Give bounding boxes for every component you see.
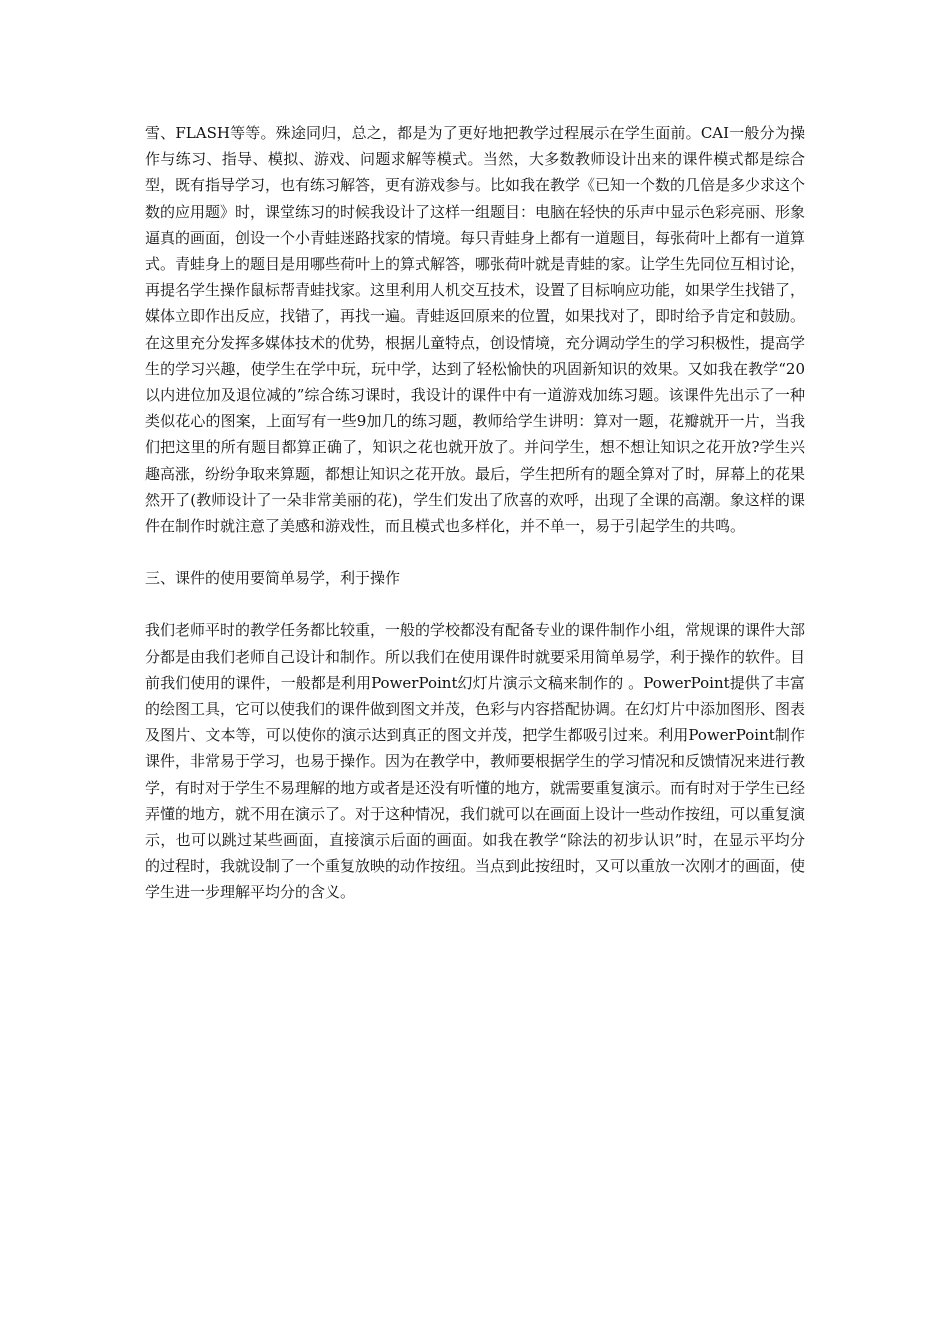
body-paragraph-1: 雪、FLASH等等。殊途同归，总之，都是为了更好地把教学过程展示在学生面前。CAI一般分为操作与练习、指导、模拟、游戏、问题求解等模式。当然，大多数教师设计出来的课件模式都是综合型，既有指导学习，也有练习解答，更有游戏参与。比如我在教学《已知一个数的几倍是多少求这个数的应用题》时，课堂练习的时候我设计了这样一组题目：电脑在轻快的乐声中显示色彩亮丽、形象逼真的画面，创设一个小青蛙迷路找家的情境。每只青蛙身上都有一道题目，每张荷叶上都有一道算式。青蛙身上的题目是用哪些荷叶上的算式解答，哪张荷叶就是青蛙的家。让学生先同位互相讨论，再提名学生操作鼠标帮青蛙找家。这里利用人机交互技术，设置了目标响应功能，如果学生找错了，媒体立即作出反应，找错了，再找一遍。青蛙返回原来的位置，如果找对了，即时给予肯定和鼓励。在这里充分发挥多媒体技术的优势，根据儿童特点，创设情境，充分调动学生的学习积极性，提高学生的学习兴趣，使学生在学中玩，玩中学，达到了轻松愉快的巩固新知识的效果。又如我在教学“20以内进位加及退位减的”综合练习课时，我设计的课件中有一道游戏加练习题。该课件先出示了一种类似花心的图案，上面写有一些9加几的练习题，教师给学生讲明：算对一题，花瓣就开一片，当我们把这里的所有题目都算正确了，知识之花也就开放了。并问学生，想不想让知识之花开放?学生兴趣高涨，纷纷争取来算题，都想让知识之花开放。最后，学生把所有的题全算对了时，屏幕上的花果然开了(教师设计了一朵非常美丽的花)，学生们发出了欣喜的欢呼，出现了全课的高潮。象这样的课件在制作时就注意了美感和游戏性，而且模式也多样化，并不单一，易于引起学生的共鸣。 (145, 124, 806, 536)
document-page (145, 120, 805, 906)
section-heading-3: 三、课件的使用要简单易学，利于操作 (145, 569, 401, 588)
body-paragraph-2: 我们老师平时的教学任务都比较重，一般的学校都没有配备专业的课件制作小组，常规课的课件大部分都是由我们老师自己设计和制作。所以我们在使用课件时就要采用简单易学，利于操作的软件。目前我们使用的课件，一般都是利用PowerPoint幻灯片演示文稿来制作的 。PowerPoint提供了丰富的绘图工具，它可以使我们的课件做到图文并茂，色彩与内容搭配协调。在幻灯片中添加图形、图表及图片、文本等，可以使你的演示达到真正的图文并茂，把学生都吸引过来。利用PowerPoint制作课件，非常易于学习，也易于操作。因为在教学中，教师要根据学生的学习情况和反馈情况来进行教学，有时对于学生不易理解的地方或者是还没有听懂的地方，就需要重复演示。而有时对于学生已经弄懂的地方，就不用在演示了。对于这种情况，我们就可以在画面上设计一些动作按纽，可以重复演示，也可以跳过某些画面，直接演示后面的画面。如我在教学“除法的初步认识”时，在显示平均分的过程时，我就设制了一个重复放映的动作按纽。当点到此按纽时，又可以重放一次刚才的画面，使学生进一步理解平均分的含义。 (145, 621, 806, 902)
